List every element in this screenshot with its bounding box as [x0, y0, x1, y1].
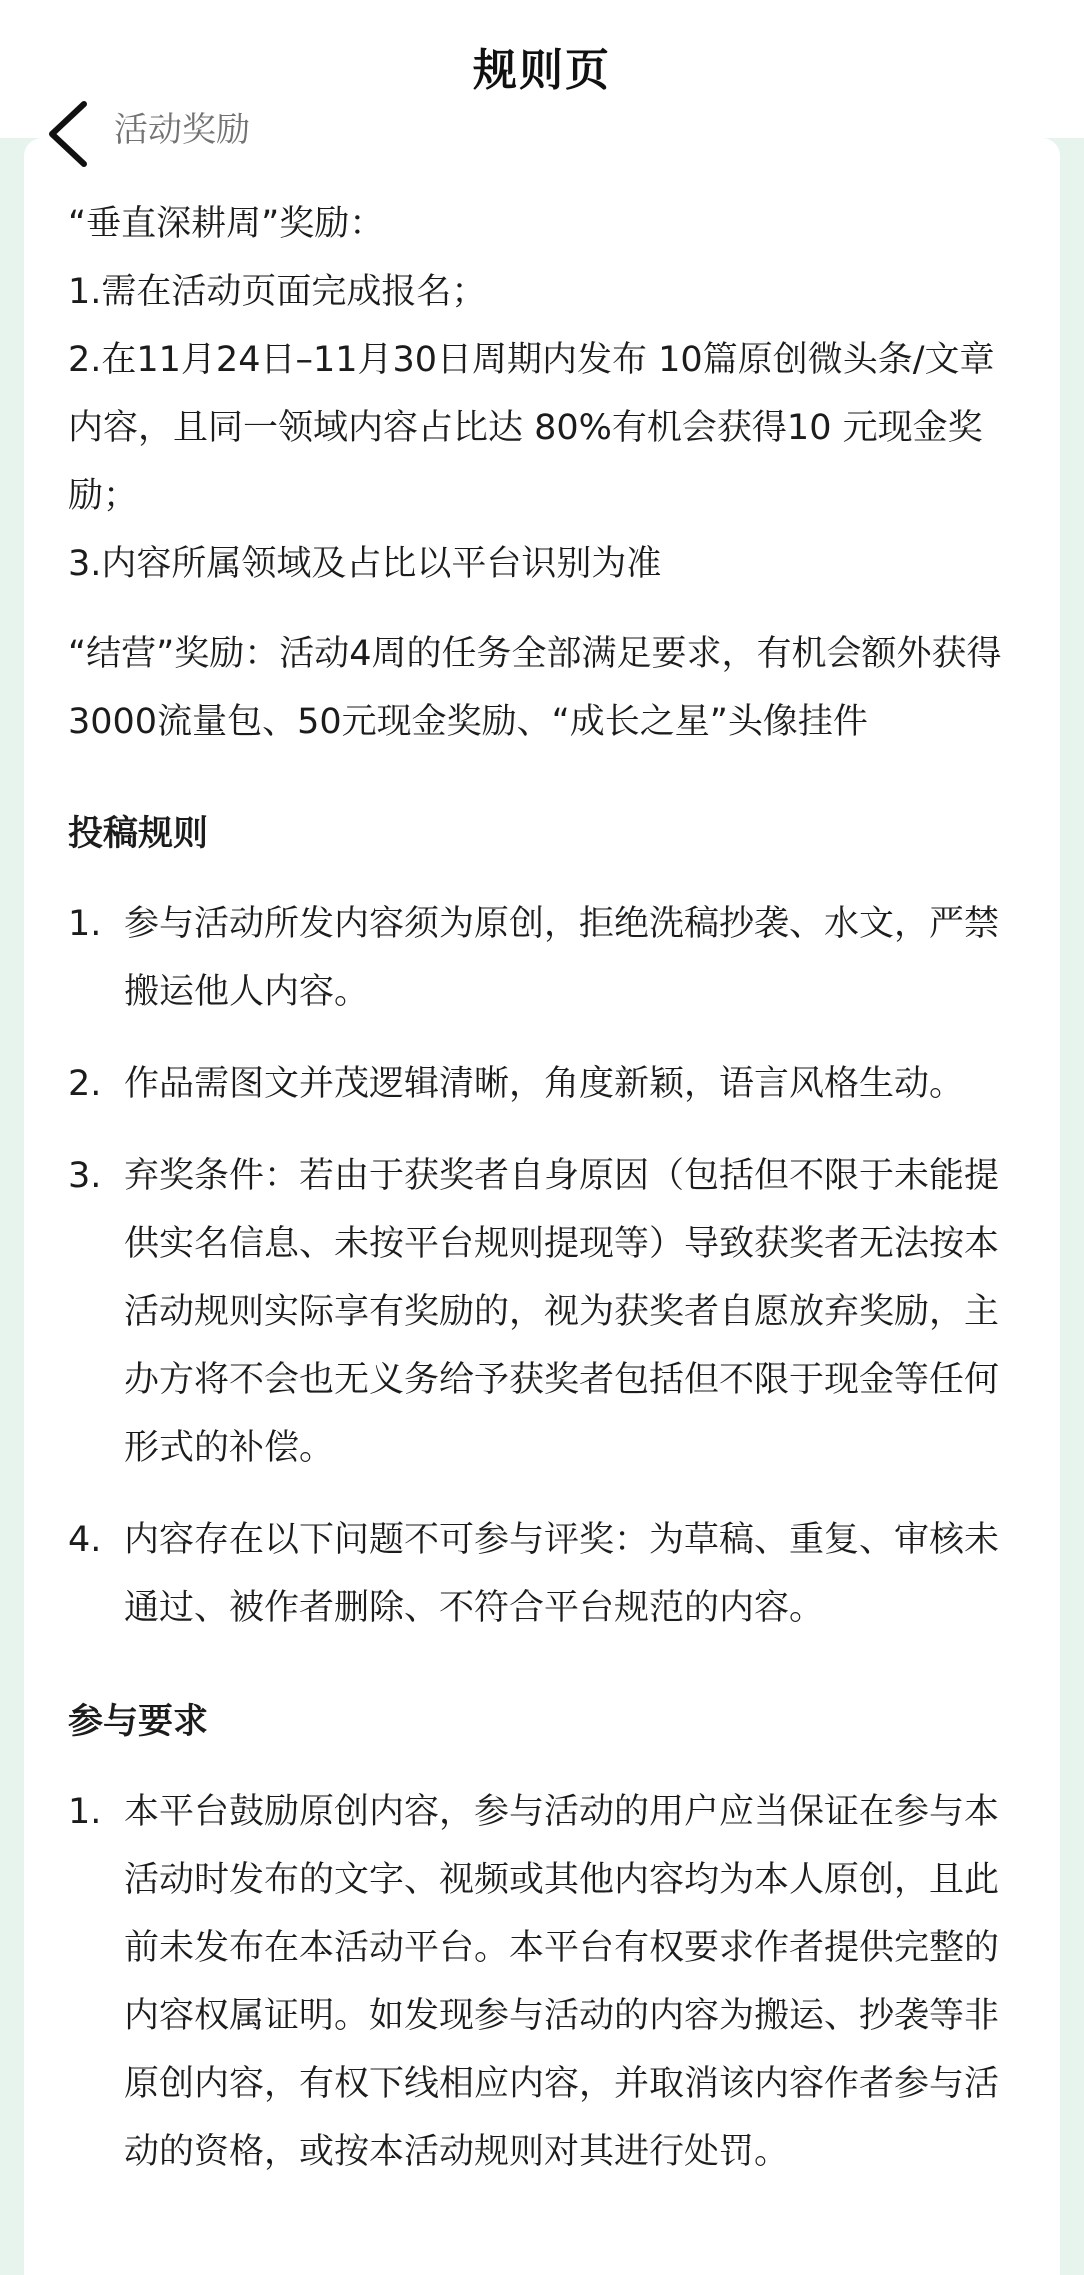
back-button[interactable]: [40, 98, 96, 170]
spacer: [68, 756, 1028, 800]
participation-requirements-title: 参与要求: [68, 1702, 209, 1742]
list-item-number: 3.: [68, 1156, 102, 1196]
spacer: [68, 1756, 1028, 1778]
list-item-text: 内容存在以下问题不可参与评奖：为草稿、重复、审核未通过、被作者删除、不符合平台规范的内容。: [124, 1520, 1000, 1628]
vertical-week-title: “垂直深耕周”奖励：: [68, 204, 385, 244]
list-item: [68, 1142, 1028, 1482]
list-item-text: 作品需图文并茂逻辑清晰，角度新颖，语言风格生动。: [124, 1064, 965, 1104]
list-item: [68, 1778, 1028, 2186]
clipped-heading: 活动奖励: [114, 110, 250, 150]
spacer: [68, 868, 1028, 890]
list-item: [68, 890, 1028, 1026]
list-item-number: 4.: [68, 1520, 102, 1560]
list-item-number: 2.: [68, 1064, 102, 1104]
page-title: 规则页: [473, 45, 611, 96]
chevron-left-icon: [40, 98, 96, 170]
rules-card: [24, 110, 1060, 2275]
list-item-number: 1.: [68, 1792, 102, 1832]
list-item-number: 1.: [68, 904, 102, 944]
rules-content: [68, 190, 1028, 2210]
list-item-text: 本平台鼓励原创内容，参与活动的用户应当保证在参与本活动时发布的文字、视频或其他内容均为本人原创，且此前未发布在本活动平台。本平台有权要求作者提供完整的内容权属证明。如发现参与活动的内容为搬运、抄袭等非原创内容，有权下线相应内容，并取消该内容作者参与活动的资格，或按本活动规则对其进行处罚。: [124, 1792, 1000, 2172]
list-item: [68, 1506, 1028, 1642]
list-item-text: 参与活动所发内容须为原创，拒绝洗稿抄袭、水文，严禁搬运他人内容。: [124, 904, 1000, 1012]
vertical-week-item-1: 1.需在活动页面完成报名；: [68, 272, 487, 312]
submission-rules-title: 投稿规则: [68, 814, 209, 854]
list-item: [68, 1050, 1028, 1118]
vertical-week-item-2: 2.在11月24日–11月30日周期内发布 10篇原创微头条/文章内容，且同一领域内容占比达 80%有机会获得10 元现金奖励；: [68, 340, 995, 516]
spacer: [68, 598, 1028, 620]
list-item-text: 弃奖条件：若由于获奖者自身原因（包括但不限于未能提供实名信息、未按平台规则提现等）导致获奖者无法按本活动规则实际享有奖励的，视为获奖者自愿放弃奖励，主办方将不会也无义务给予获奖者包括但不限于现金等任何形式的补偿。: [124, 1156, 1000, 1468]
vertical-week-item-3: 3.内容所属领域及占比以平台识别为准: [68, 544, 662, 584]
spacer: [68, 1666, 1028, 1688]
participation-requirements-list: [68, 1778, 1028, 2186]
submission-rules-list: [68, 890, 1028, 1642]
camp-end-reward: “结营”奖励：活动4周的任务全部满足要求，有机会额外获得3000流量包、50元现金奖励、“成长之星”头像挂件: [68, 634, 1002, 742]
